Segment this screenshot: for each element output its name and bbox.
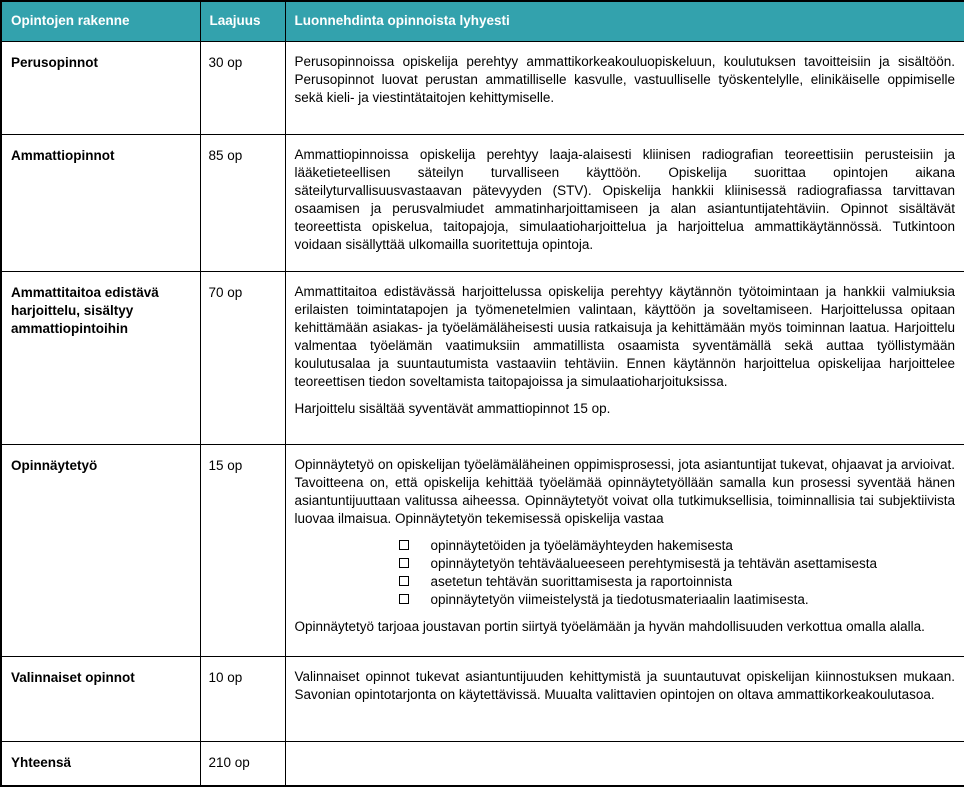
description-paragraph: Harjoittelu sisältää syventävät ammattiopinnot 15 op. — [294, 400, 611, 416]
description-paragraph: Perusopinnoissa opiskelija perehtyy ammattikorkeakouluopiskeluun, koulutuksen tavoitteisiin ja sisältöön. Perusopinnot luovat perustan ammatilliselle kasvulle, vastuulliselle työskentelylle, elinikäiselle oppimiselle sekä kieli- ja viestintätaitojen kehittymiselle. — [294, 53, 955, 105]
table-row-yhteensa — [1, 741, 964, 786]
row-description-perusopinnot — [285, 41, 964, 134]
header-laajuus: Laajuus — [200, 1, 285, 41]
description-paragraph: Opinnäytetyö tarjoaa joustavan portin siirtyä työelämään ja hyvän mahdollisuuden verkottua omalla alalla. — [294, 618, 925, 634]
row-description-ammattiopinnot — [285, 134, 964, 271]
row-credits-perusopinnot: 30 op — [200, 41, 285, 134]
row-description-harjoittelu — [285, 271, 964, 444]
table-row-valinnaiset — [1, 656, 964, 741]
list-item — [399, 591, 956, 609]
list-item-text: opinnäytetyön tehtäväalueeseen perehtymisestä ja tehtävän asettamisesta — [430, 555, 878, 571]
description-paragraph: Valinnaiset opinnot tukevat asiantuntijuuden kehittymistä ja suuntautuvat opiskelijan kiinnostuksen mukaan. Savonian opintotarjonta on käytettävissä. Muualta valittavien opintojen on oltava ammattikorkeakoulutasoa. — [294, 668, 955, 702]
table-header-row — [1, 1, 964, 41]
row-name-harjoittelu: Ammattitaitoa edistävä harjoittelu, sisältyy ammattiopintoihin — [1, 271, 200, 444]
row-credits-yhteensa: 210 op — [200, 741, 285, 786]
list-item — [399, 573, 956, 591]
list-item — [399, 537, 956, 555]
row-name-valinnaiset: Valinnaiset opinnot — [1, 656, 200, 741]
row-description-opinnaytetyo — [285, 444, 964, 656]
row-name-perusopinnot: Perusopinnot — [1, 41, 200, 134]
row-credits-valinnaiset: 10 op — [200, 656, 285, 741]
description-paragraph: Opinnäytetyö on opiskelijan työelämäläheinen oppimisprosessi, jota asiantuntijat tukevat, ohjaavat ja arvioivat. Tavoitteena on, että opiskelija kehittää työelämää opinnäytetyöllään samalla kun prosessi syventää hänen asiantuntijuuttaan valitussa aiheessa. Opinnäytetyöt voivat olla tutkimuksellisia, toiminnallisia tai subjektiivista luovaa ilmaisua. Opinnäytetyön tekemisessä opiskelija vastaa — [294, 456, 955, 526]
header-luonnehdinta: Luonnehdinta opinnoista lyhyesti — [285, 1, 964, 41]
description-paragraph: Ammattiopinnoissa opiskelija perehtyy laaja-alaisesti kliinisen radiografian teoreettisiin perusteisiin ja lääketieteellisen säteilyn turvalliseen käyttöön. Opiskelija suorittaa opintojen aikana säteilyturvallisuusvastaavan pätevyyden (STV). Opiskelija hankkii kliinisessä radiografiassa tarvittavan osaamisen ja perusvalmiudet ammatinharjoittamiseen ja alan asiantuntijatehtäviin. Opinnot sisältävät teoreettista opiskelua, taitopajoja, simulaatioharjoittelua ja harjoittelua ammattikäytännössä. Tutkintoon voidaan sisällyttää ulkomailla suoritettuja opintoja. — [294, 146, 955, 252]
row-credits-harjoittelu: 70 op — [200, 271, 285, 444]
row-credits-ammattiopinnot: 85 op — [200, 134, 285, 271]
thesis-responsibilities-list — [295, 537, 956, 609]
row-description-valinnaiset — [285, 656, 964, 741]
table-row-ammattiopinnot — [1, 134, 964, 271]
list-item — [399, 555, 956, 573]
row-description-yhteensa — [285, 741, 964, 786]
table-row-perusopinnot — [1, 41, 964, 134]
row-name-yhteensa: Yhteensä — [1, 741, 200, 786]
row-name-opinnaytetyo: Opinnäytetyö — [1, 444, 200, 656]
list-item-text: asetetun tehtävän suorittamisesta ja raportoinnista — [430, 573, 733, 589]
checkbox-icon — [399, 576, 409, 586]
table-row-opinnaytetyo — [1, 444, 964, 656]
description-paragraph: Ammattitaitoa edistävässä harjoittelussa opiskelija perehtyy käytännön työtoimintaan ja hankkii valmiuksia erilaisten toimintatapojen ja työmenetelmien valintaan, käyttöön ja soveltamiseen. Harjoittelussa opitaan kehittämään asiakas- ja työelämäläheisesti uusia ratkaisuja ja kehittämään myös toiminnan laatua. Harjoittelu valmentaa työelämän vaatimuksiin ammatillista osaamista syventämällä sekä auttaa työllistymään koulutusalaa ja suuntautumista vastaaviin tehtäviin. Ennen käytännön harjoittelua opiskelijaa harjoittelee teoreettisen tiedon soveltamista taitopajoissa ja simulaatioharjoituksissa. — [294, 283, 955, 389]
header-opintojen-rakenne: Opintojen rakenne — [1, 1, 200, 41]
row-name-ammattiopinnot: Ammattiopinnot — [1, 134, 200, 271]
checkbox-icon — [399, 594, 409, 604]
checkbox-icon — [399, 558, 409, 568]
table-row-harjoittelu — [1, 271, 964, 444]
list-item-text: opinnäytetöiden ja työelämäyhteyden hakemisesta — [430, 537, 733, 553]
checkbox-icon — [399, 540, 409, 550]
list-item-text: opinnäytetyön viimeistelystä ja tiedotusmateriaalin laatimisesta. — [430, 591, 809, 607]
row-credits-opinnaytetyo: 15 op — [200, 444, 285, 656]
